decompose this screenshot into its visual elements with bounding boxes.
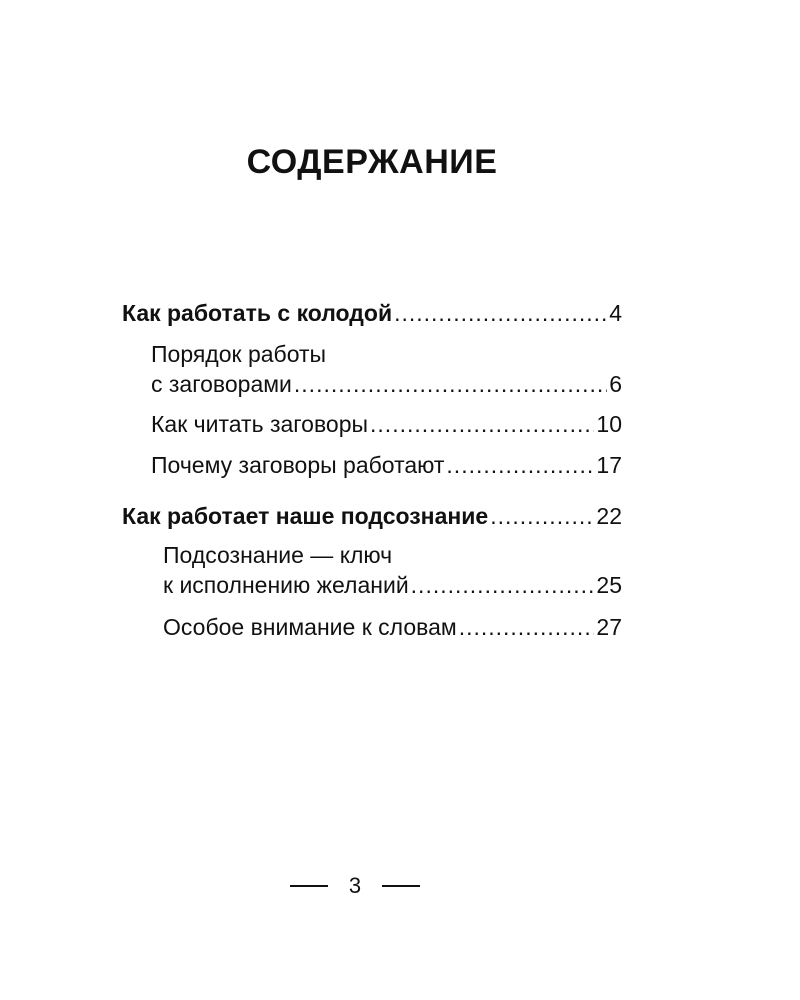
toc-entry-title-line2: к исполнению желаний	[163, 572, 409, 598]
dot-leader	[490, 503, 594, 530]
toc-page-number: 6	[609, 371, 622, 397]
folio-dash-left	[290, 885, 328, 887]
page-title: СОДЕРЖАНИЕ	[246, 143, 498, 181]
toc-page-number: 4	[609, 300, 622, 326]
toc-entry-title: Как работает наше подсознание	[122, 503, 489, 529]
toc-entry	[163, 614, 622, 644]
dot-leader	[411, 572, 595, 599]
dot-leader	[446, 452, 594, 479]
toc-page-number: 22	[596, 503, 622, 529]
folio-dash-right	[382, 885, 420, 887]
toc-entry	[122, 503, 622, 533]
toc-entry	[122, 300, 622, 330]
toc-page-number: 10	[596, 411, 622, 437]
toc-entry-title: Особое внимание к словам	[163, 614, 457, 640]
dot-leader	[370, 411, 594, 438]
toc-entry-title-line1: Порядок работы	[151, 341, 327, 367]
toc-entry	[151, 411, 622, 441]
folio-number: 3	[348, 873, 362, 898]
dot-leader	[294, 371, 607, 398]
toc-entry-title: Почему заговоры работают	[151, 452, 445, 478]
toc-entry-title-line1: Подсознание — ключ	[163, 542, 393, 568]
dot-leader	[394, 300, 607, 327]
toc-entry	[151, 452, 622, 482]
toc-entry-title: Как работать с колодой	[122, 300, 393, 326]
toc-entry-title-line2: с заговорами	[151, 371, 292, 397]
dot-leader	[459, 614, 595, 641]
toc-page-number: 17	[596, 452, 622, 478]
page-folio	[290, 873, 420, 899]
toc-entry	[151, 371, 622, 401]
toc-page-number: 25	[596, 572, 622, 598]
toc-page-number: 27	[596, 614, 622, 640]
toc-entry-title: Как читать заговоры	[151, 411, 369, 437]
toc-entry	[163, 572, 622, 602]
